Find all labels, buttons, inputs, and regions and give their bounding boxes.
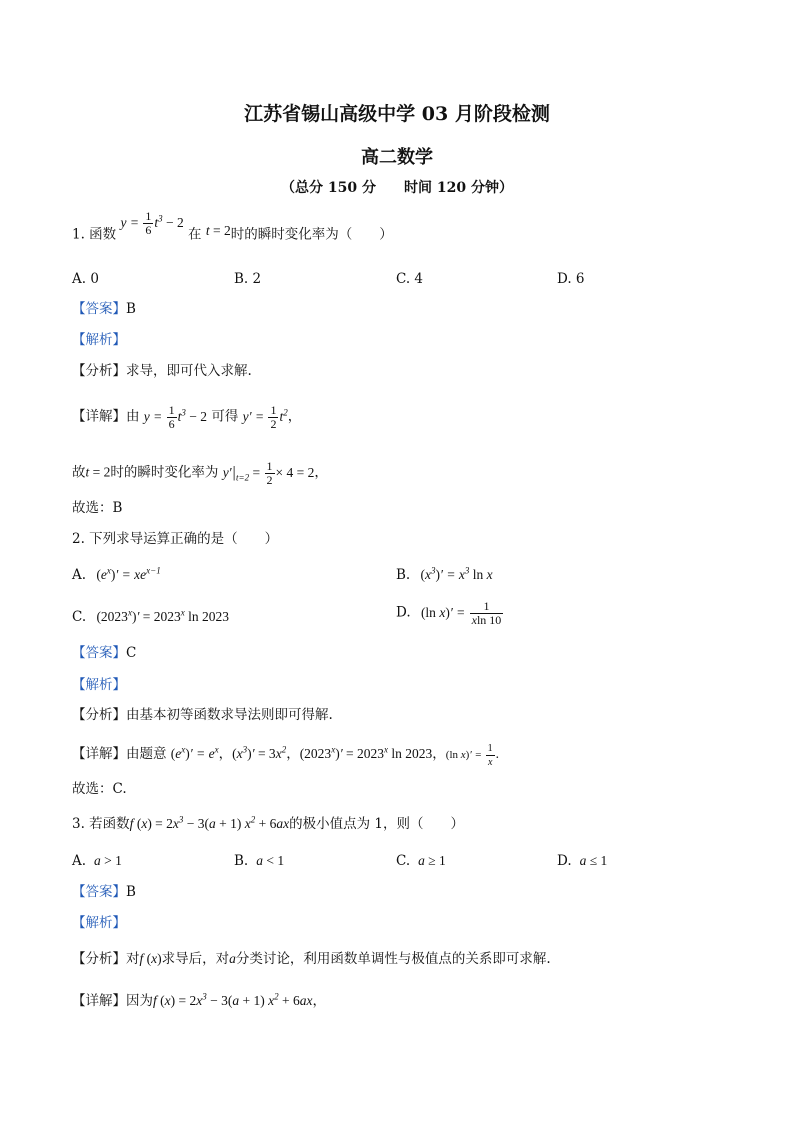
q2-opt-d-label: D. [396,604,411,621]
q1-option-d: D. 6 [557,271,585,287]
q1-detail-end: ， [287,408,302,425]
q1-end: 时的瞬时变化率为（ ） [230,226,393,243]
q2-analysis-tag: 【解析】 [72,677,126,693]
exam-title: 江苏省锡山高级中学 03 月阶段检测 [244,103,550,125]
q2-detail-text: 由题意 [126,746,167,763]
q2-detail-eq: $(e^x)' = e^x$，$(x^3)' = 3x^2$，$(2023^x)' = 2023^x$ ln 2023，(ln x)′ = $\frac{1}{x}$ . [170,743,500,768]
q3-answer-value: B [126,884,136,900]
q3-opt-b-label: B. [234,853,249,869]
q1-function: y = $\frac{1}{6}$ $t^3 - 2$ [120,209,184,237]
q1-detail-get: 可得 [211,408,239,425]
q1-answer-value: B [126,301,136,317]
q1-choose: 故选：B [72,500,123,516]
q2-opt-c-label: C. [72,609,87,625]
q2-choose: 故选：C. [72,781,127,797]
detail-tag: 【详解】 [72,408,126,425]
q2-option-b [396,566,493,584]
q2-answer-value: C [126,645,137,661]
q3-option-c [396,852,446,870]
q2-option-d [396,600,504,627]
q1-analysis-tag: 【解析】 [72,332,126,348]
q1-stem [72,209,393,249]
q1-so-end: ， [314,464,328,481]
q1-option-c: C. 4 [396,271,424,287]
q2-stem: 2. 下列求导运算正确的是（ ） [72,531,279,547]
q1-detail-eq1: y = $\frac{1}{6}$ $t^3 - 2$ [143,403,208,431]
q2-opt-b-eq: $(x^3)' = x^3$ ln x [420,565,493,582]
q3-fenxi-a-var: a [229,951,236,966]
q3-opt-a-label: A. [72,853,87,869]
q1-mid: 在 [188,226,202,243]
q3-opt-c-label: C. [396,853,411,869]
q3-detail-text: 因为 [126,993,153,1009]
answer-tag: 【答案】 [72,884,126,900]
q2-opt-a-eq: $(e^x)' = xe^{x-1}$ [96,565,161,582]
q1-so-mid: 时的瞬时变化率为 [110,464,219,481]
q2-opt-a-label: A. [72,567,87,583]
exam-info: （总分 150 分 时间 120 分钟） [281,180,513,196]
exam-subject: 高二数学 [361,147,433,168]
q3-fenxi-a: 对 [126,951,140,967]
q3-opt-c-eq: a ≥ 1 [418,853,446,868]
q3-fenxi-fx: f (x) [139,951,162,966]
q3-opt-d-eq: a ≤ 1 [579,853,608,868]
q1-fenxi [72,362,252,380]
q3-opt-b-eq: a < 1 [256,853,285,868]
q2-opt-b-label: B. [396,567,411,583]
q2-opt-d-eq: (ln x)′ = $\frac{1}{xln 10}$ [420,599,502,627]
q1-t-value: t = 2 [205,222,231,238]
q3-stem [72,815,464,833]
fenxi-tag: 【分析】 [72,707,126,723]
q3-option-a [72,852,122,870]
q1-detail-by: 由 [126,408,140,425]
q2-fenxi-text: 由基本初等函数求导法则即可得解. [126,707,333,723]
q1-answer [72,300,136,318]
q2-detail [72,742,499,769]
q3-option-b [234,852,284,870]
q1-so-prefix: 故 [72,464,86,481]
detail-tag: 【详解】 [72,746,126,763]
q2-answer [72,644,136,662]
q3-fenxi [72,950,551,968]
q3-prefix: 3. 若函数 [72,816,130,832]
q3-option-d [557,852,607,870]
q3-analysis-tag: 【解析】 [72,915,126,931]
answer-tag: 【答案】 [72,645,126,661]
q3-detail-end: ， [312,993,326,1009]
q2-option-a [72,566,161,584]
answer-tag: 【答案】 [72,301,126,317]
q3-opt-a-eq: a > 1 [94,853,122,868]
q2-opt-c-eq: $(2023^x)' = 2023^x$ ln 2023 [96,607,230,624]
q1-so [72,460,328,487]
detail-tag: 【详解】 [72,993,126,1009]
q1-so-t: t = 2 [85,464,111,480]
fenxi-tag: 【分析】 [72,363,126,379]
q3-answer [72,883,136,901]
q2-fenxi [72,706,333,724]
q2-option-c [72,608,229,626]
q1-fenxi-text: 求导，即可代入求解. [126,363,252,379]
q1-option-a: A. 0 [72,271,99,287]
q1-detail [72,404,301,431]
q3-fenxi-c: 分类讨论，利用函数单调性与极值点的关系即可求解. [235,951,551,967]
q3-suffix: 的极小值点为 1，则（ ） [289,816,465,832]
fenxi-tag: 【分析】 [72,951,126,967]
q3-detail-eq: f $(x) = 2x^3 - 3(a + 1) x^2 + 6ax$ [153,991,313,1008]
q3-opt-d-label: D. [557,853,572,869]
q1-so-eq: $y'|_{t=2}$ = $\frac{1}{2}$ × 4 = 2 [222,459,315,487]
q1-option-b: B. 2 [234,271,262,287]
q3-function: f $(x) = 2x^3 - 3(a + 1) x^2 + 6ax$ [129,814,290,831]
q1-detail-eq2: y′ = $\frac{1}{2}$ $t^2$ [242,403,288,431]
q3-detail [72,992,326,1010]
q1-number: 1. 函数 [72,226,117,243]
q3-fenxi-b: 求导后，对 [161,951,230,967]
